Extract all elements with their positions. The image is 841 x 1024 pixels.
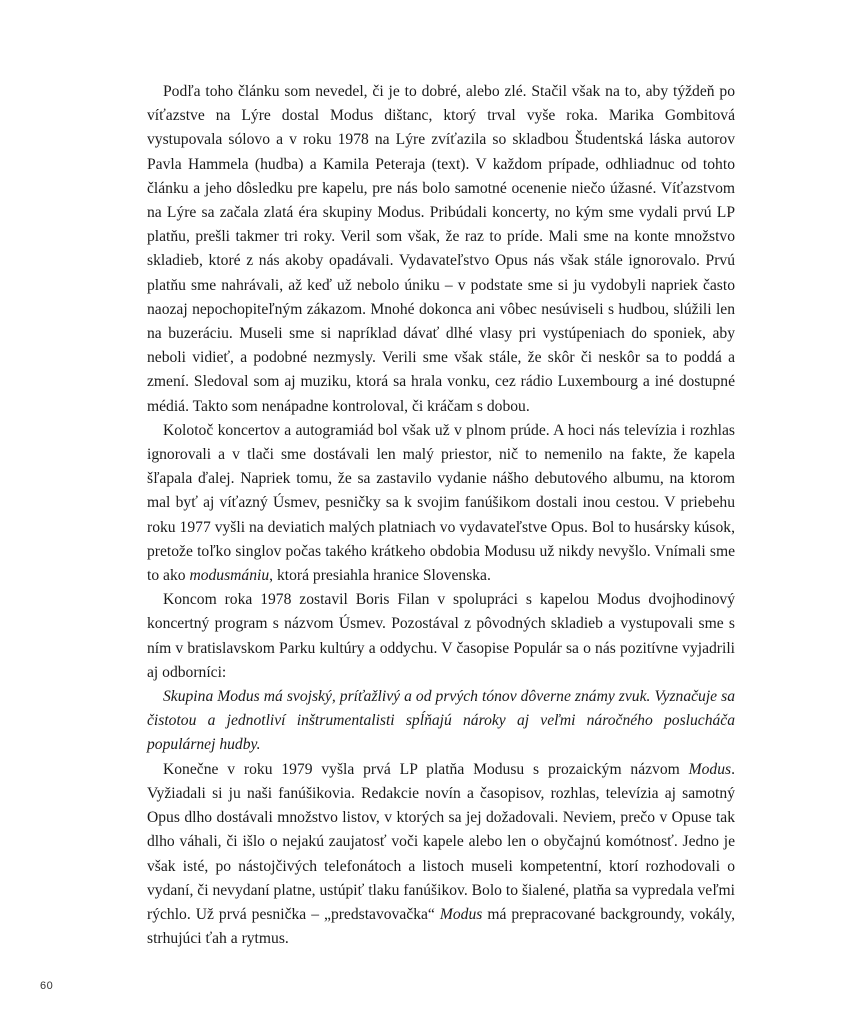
paragraph-5-text-a: Konečne v roku 1979 vyšla prvá LP platňa Modusu s prozaickým názvom: [163, 760, 689, 778]
paragraph-5: [147, 758, 735, 952]
text-block: [147, 80, 735, 951]
page-number: 60: [40, 980, 54, 992]
paragraph-3-text: Koncom roka 1978 zostavil Boris Filan v spolupráci s kapelou Modus dvojhodinový koncertný program s názvom Úsmev. Pozostával z pôvodných skladieb a vystupovali sme s ním v bratislavskom Parku kultúry a oddychu. V časopise Populár sa o nás pozitívne vyjadrili aj odborníci:: [147, 591, 735, 681]
paragraph-2: [147, 419, 735, 588]
album-title-italic: Modus: [688, 760, 732, 778]
quote-paragraph: [147, 685, 735, 758]
page-body: [147, 80, 735, 951]
paragraph-2-text-a: Kolotoč koncertov a autogramiád bol však už v plnom prúde. A hoci nás televízia i rozhlas ignorovali a v tlači sme dostávali len malý priestor, nič to nemenilo na fakte, že kapela šľapala ďalej. Napriek tomu, že sa zastavilo vydanie nášho debutového albumu, na ktorom mal byť aj víťazný Úsmev, pesničky sa k svojim fanúšikom dostali inou cestou. V priebehu roku 1977 vyšli na deviatich malých platniach vo vydavateľstve Opus. Bol to husársky kúsok, pretože toľko singlov počas takého krátkeho obdobia Modusu už nikdy nevyšlo. Vnímali sme to ako: [147, 421, 735, 585]
paragraph-5-text-b: . Vyžiadali si ju naši fanúšikovia. Redakcie novín a časopisov, rozhlas, televízia aj samotný Opus dlho dostávali množstvo listov, v ktorých sa jej dožadovali. Neviem, prečo v Opuse tak dlho váhali, či išlo o nejakú zaujatosť voči kapele alebo len o obyčajnú komótnosť. Jedno je však isté, po nástojčivých telefonátoch a listoch museli kompetentní, ktorí rozhodovali o vydaní, či nevydaní platne, ustúpiť tlaku fanúšikov. Bolo to šialené, platňa sa vypredala veľmi rýchlo. Už prvá pesnička – „predstavovačka“: [147, 760, 735, 923]
paragraph-3: [147, 588, 735, 685]
quote-text: Skupina Modus má svojský, príťažlivý a od prvých tónov dôverne známy zvuk. Vyznačuje sa čistotou a jednotliví inštrumentalisti spĺňajú nároky aj veľmi náročného poslucháča populárnej hudby.: [147, 688, 735, 754]
paragraph-2-text-b: , ktorá presiahla hranice Slovenska.: [269, 567, 491, 585]
paragraph-1: [147, 80, 735, 419]
paragraph-1-text: Podľa toho článku som nevedel, či je to dobré, alebo zlé. Stačil však na to, aby týždeň po víťazstve na Lýre dostal Modus dištanc, ktorý trval vyše roka. Marika Gombitová vystupovala sólovo a v roku 1978 na Lýre zvíťazila so skladbou Študentská láska autorov Pavla Hammela (hudba) a Kamila Peteraja (text). V každom prípade, odhliadnuc od tohto článku a jeho dôsledku pre kapelu, pre nás bolo samotné ocenenie niečo úžasné. Víťazstvom na Lýre sa začala zlatá éra skupiny Modus. Pribúdali koncerty, no kým sme vydali prvú LP platňu, prešli takmer tri roky. Veril som však, že raz to príde. Mali sme na konte množstvo skladieb, ktoré z nás akoby opadávali. Vydavateľstvo Opus nás však stále ignorovalo. Prvú platňu sme nahrávali, až keď už nebolo úniku – v podstate sme si ju vydobyli napriek často naozaj nepochopiteľným zákazom. Mnohé dokonca ani vôbec nesúviseli s hudbou, slúžili len na buzeráciu. Museli sme si napríklad dávať dlhé vlasy pri vystúpeniach do sponiek, aby neboli vidieť, a podobné nezmysly. Verili sme však stále, že skôr či neskôr sa to poddá a zmení. Sledoval som aj muziku, ktorá sa hrala vonku, cez rádio Luxembourg a iné dostupné médiá. Takto som nenápadne kontroloval, či kráčam s dobou.: [147, 83, 735, 415]
paragraph-2-italic-term: modusmániu: [189, 567, 270, 585]
paragraph-5-text-c: má prepracované backgroundy, vokály, strhujúci ťah a rytmus.: [147, 905, 735, 948]
song-title-italic: Modus: [439, 905, 483, 923]
